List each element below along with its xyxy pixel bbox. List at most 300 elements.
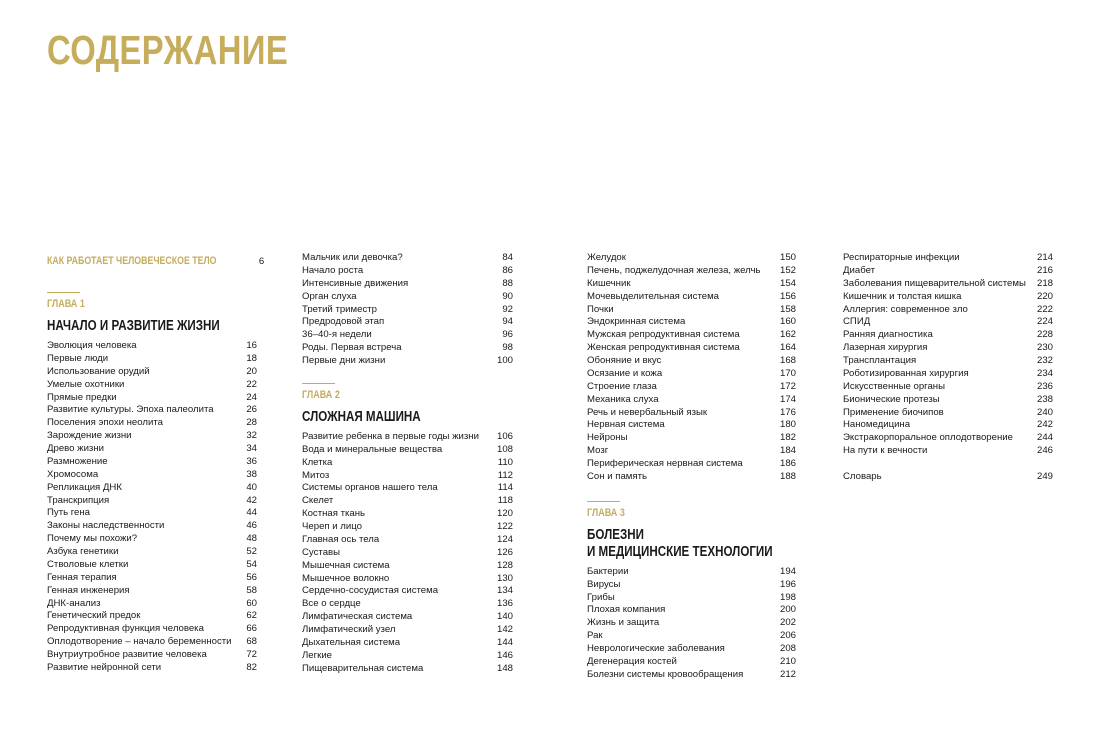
toc-entry-page: 156 bbox=[779, 290, 796, 302]
toc-entry-title: Генная терапия bbox=[47, 571, 117, 583]
toc-entry[interactable] bbox=[302, 482, 513, 495]
toc-entry[interactable] bbox=[302, 598, 513, 611]
toc-entry-page: 146 bbox=[496, 649, 513, 661]
chapter-3-divider bbox=[587, 501, 620, 502]
toc-entry-title: Сон и память bbox=[587, 470, 647, 482]
toc-entry[interactable] bbox=[302, 650, 513, 663]
toc-entry-page: 214 bbox=[1036, 252, 1053, 263]
toc-entry[interactable] bbox=[302, 560, 513, 573]
toc-entry-page: 108 bbox=[496, 443, 513, 455]
toc-entry-title: Генетический предок bbox=[47, 610, 141, 622]
toc-entry-title: Зарождение жизни bbox=[47, 430, 132, 442]
toc-entry-title: Внутриутробное развитие человека bbox=[47, 649, 207, 660]
toc-entry-page: 140 bbox=[496, 611, 513, 623]
toc-entry-page: 88 bbox=[502, 277, 513, 289]
toc-entry-page: 128 bbox=[496, 559, 513, 571]
toc-entry-title: Первые дни жизни bbox=[302, 355, 386, 366]
toc-entry-title: Третий триместр bbox=[302, 303, 377, 315]
toc-entry[interactable] bbox=[47, 443, 257, 456]
toc-entry-page: 82 bbox=[246, 661, 257, 673]
glossary-title: Словарь bbox=[843, 470, 882, 482]
toc-entry[interactable] bbox=[47, 585, 257, 598]
toc-entry-title: Дыхательная система bbox=[302, 636, 401, 648]
toc-entry-page: 66 bbox=[246, 623, 257, 635]
toc-entry-page: 26 bbox=[246, 404, 257, 416]
toc-entry-title: СПИД bbox=[843, 316, 871, 328]
toc-entry-page: 122 bbox=[496, 521, 513, 532]
toc-entry-title: Системы органов нашего тела bbox=[302, 482, 438, 494]
toc-entry-page: 160 bbox=[779, 316, 796, 328]
toc-entry[interactable] bbox=[302, 457, 513, 470]
toc-entry-title: Интенсивные движения bbox=[302, 277, 409, 289]
toc-entry[interactable] bbox=[302, 585, 513, 598]
toc-entry-page: 194 bbox=[779, 565, 796, 577]
toc-entry-title: Диабет bbox=[843, 264, 875, 276]
toc-entry[interactable] bbox=[302, 547, 513, 560]
toc-entry-page: 110 bbox=[497, 456, 513, 468]
toc-entry[interactable] bbox=[302, 573, 513, 586]
toc-entry-page: 134 bbox=[496, 585, 513, 597]
toc-entry-page: 154 bbox=[779, 277, 796, 289]
toc-entry-title: Стволовые клетки bbox=[47, 558, 129, 570]
toc-entry-page: 164 bbox=[779, 342, 796, 354]
toc-entry-page: 72 bbox=[246, 649, 257, 660]
toc-entry[interactable] bbox=[843, 329, 1053, 342]
toc-entry[interactable] bbox=[302, 431, 513, 444]
toc-entry-page: 94 bbox=[502, 316, 513, 328]
toc-entry[interactable] bbox=[843, 355, 1053, 368]
toc-entry-title: Лимфатическая система bbox=[302, 611, 413, 623]
toc-column-3 bbox=[587, 252, 796, 682]
toc-entry-page: 36 bbox=[246, 455, 257, 467]
toc-entry-title: Роды. Первая встреча bbox=[302, 342, 402, 354]
chapter-3-entries bbox=[587, 566, 796, 682]
toc-entry[interactable] bbox=[47, 392, 257, 405]
toc-entry-page: 40 bbox=[246, 481, 257, 493]
toc-entry[interactable] bbox=[47, 572, 257, 585]
toc-entry[interactable] bbox=[302, 470, 513, 483]
toc-entry[interactable] bbox=[843, 265, 1053, 278]
toc-entry-page: 246 bbox=[1036, 445, 1053, 457]
toc-entry-title: Грибы bbox=[587, 591, 615, 603]
toc-entry[interactable] bbox=[587, 471, 796, 484]
toc-entry-page: 96 bbox=[502, 329, 513, 341]
toc-entry-page: 168 bbox=[779, 355, 796, 366]
toc-entry-page: 208 bbox=[779, 643, 796, 654]
toc-entry-page: 142 bbox=[496, 624, 513, 635]
toc-entry-title: Прямые предки bbox=[47, 391, 117, 403]
toc-entry-page: 210 bbox=[779, 655, 796, 667]
toc-entry-title: Обоняние и вкус bbox=[587, 355, 662, 366]
toc-entry-page: 54 bbox=[246, 558, 257, 570]
toc-entry-title: На пути к вечности bbox=[843, 445, 928, 457]
toc-entry-page: 60 bbox=[246, 597, 257, 609]
toc-entry-page: 188 bbox=[779, 470, 796, 482]
toc-entry-title: Почему мы похожи? bbox=[47, 533, 138, 545]
glossary-entry[interactable] bbox=[843, 471, 1053, 484]
toc-entry-page: 56 bbox=[246, 571, 257, 583]
toc-entry[interactable] bbox=[302, 304, 513, 317]
toc-entry[interactable] bbox=[47, 610, 257, 623]
toc-entry[interactable] bbox=[843, 432, 1053, 445]
toc-entry-page: 32 bbox=[246, 430, 257, 442]
toc-entry-page: 202 bbox=[779, 617, 796, 629]
toc-entry[interactable] bbox=[587, 278, 796, 291]
toc-entry-title: Мочевыделительная система bbox=[587, 290, 720, 302]
toc-entry[interactable] bbox=[47, 366, 257, 379]
toc-entry-page: 196 bbox=[779, 578, 796, 590]
toc-entry-title: Наномедицина bbox=[843, 419, 911, 431]
toc-entry-page: 170 bbox=[779, 367, 796, 379]
toc-entry[interactable] bbox=[302, 534, 513, 547]
toc-entry-page: 28 bbox=[246, 417, 257, 429]
toc-entry-title: Строение глаза bbox=[587, 380, 657, 392]
toc-entry[interactable] bbox=[587, 566, 796, 579]
toc-entry[interactable] bbox=[47, 533, 257, 546]
toc-entry[interactable] bbox=[843, 394, 1053, 407]
chapter-3-title-line-2: И МЕДИЦИНСКИЕ ТЕХНОЛОГИИ bbox=[587, 543, 773, 560]
toc-entry-page: 244 bbox=[1036, 432, 1053, 444]
toc-entry-title: Умелые охотники bbox=[47, 378, 125, 390]
toc-entry-page: 22 bbox=[246, 378, 257, 390]
toc-entry-page: 44 bbox=[246, 507, 257, 519]
toc-entry[interactable] bbox=[47, 662, 257, 675]
toc-entry[interactable] bbox=[843, 291, 1053, 304]
toc-entry-title: Сердечно-сосудистая система bbox=[302, 585, 439, 597]
toc-entry-page: 234 bbox=[1036, 367, 1053, 379]
toc-entry-page: 52 bbox=[246, 546, 257, 557]
toc-entry[interactable] bbox=[302, 624, 513, 637]
toc-entry-title: Суставы bbox=[302, 546, 341, 558]
page-title: СОДЕРЖАНИЕ bbox=[47, 27, 289, 73]
toc-entry-page: 230 bbox=[1036, 342, 1053, 354]
toc-entry-title: Вирусы bbox=[587, 578, 621, 590]
toc-entry[interactable] bbox=[587, 617, 796, 630]
toc-entry-page: 68 bbox=[246, 636, 257, 648]
toc-entry-title: Аллергия: современное зло bbox=[843, 303, 968, 315]
toc-entry[interactable] bbox=[843, 304, 1053, 317]
toc-entry-page: 158 bbox=[779, 303, 796, 315]
toc-entry-title: Развитие культуры. Эпоха палеолита bbox=[47, 404, 214, 416]
toc-entry[interactable] bbox=[47, 598, 257, 611]
toc-entry[interactable] bbox=[587, 630, 796, 643]
toc-entry-title: Неврологические заболевания bbox=[587, 643, 725, 654]
toc-entry-page: 42 bbox=[246, 494, 257, 506]
toc-entry-title: Респираторные инфекции bbox=[843, 252, 960, 263]
toc-entry[interactable] bbox=[843, 342, 1053, 355]
toc-entry-page: 92 bbox=[502, 303, 513, 315]
toc-entry-title: Лимфатический узел bbox=[302, 624, 396, 635]
toc-entry-title: Скелет bbox=[302, 495, 334, 507]
toc-entry-title: Трансплантация bbox=[843, 355, 917, 366]
toc-entry[interactable] bbox=[587, 604, 796, 617]
toc-entry[interactable] bbox=[302, 265, 513, 278]
toc-entry-title: ДНК-анализ bbox=[47, 597, 101, 609]
toc-entry-page: 162 bbox=[779, 329, 796, 341]
intro-page: 6 bbox=[258, 256, 265, 267]
toc-entry[interactable] bbox=[843, 419, 1053, 432]
toc-entry-title: Лазерная хирургия bbox=[843, 342, 928, 354]
toc-entry-title: Законы наследственности bbox=[47, 520, 165, 532]
toc-entry[interactable] bbox=[302, 637, 513, 650]
toc-entry-title: Размножение bbox=[47, 455, 108, 467]
toc-column-4 bbox=[843, 252, 1053, 484]
toc-entry-page: 172 bbox=[779, 380, 796, 392]
toc-entry[interactable] bbox=[587, 381, 796, 394]
toc-entry-title: Первые люди bbox=[47, 352, 109, 364]
toc-entry-page: 34 bbox=[246, 443, 257, 454]
toc-entry-title: Репликация ДНК bbox=[47, 481, 122, 493]
column-2-entries bbox=[302, 252, 513, 368]
toc-entry[interactable] bbox=[587, 329, 796, 342]
toc-entry-title: Транскрипция bbox=[47, 494, 110, 506]
toc-entry[interactable] bbox=[587, 394, 796, 407]
toc-entry[interactable] bbox=[843, 278, 1053, 291]
toc-entry[interactable] bbox=[47, 417, 257, 430]
toc-entry[interactable] bbox=[302, 278, 513, 291]
toc-entry-page: 240 bbox=[1036, 406, 1053, 418]
toc-entry[interactable] bbox=[302, 508, 513, 521]
toc-entry-page: 238 bbox=[1036, 393, 1053, 405]
toc-entry[interactable] bbox=[587, 355, 796, 368]
intro-entry[interactable] bbox=[47, 255, 265, 268]
toc-entry-page: 232 bbox=[1036, 355, 1053, 366]
toc-entry-title: Мышечное волокно bbox=[302, 572, 390, 584]
toc-entry[interactable] bbox=[47, 649, 257, 662]
toc-entry[interactable] bbox=[587, 669, 796, 682]
toc-entry[interactable] bbox=[587, 458, 796, 471]
toc-entry[interactable] bbox=[47, 353, 257, 366]
toc-entry-page: 126 bbox=[496, 546, 513, 558]
toc-entry-title: Кишечник и толстая кишка bbox=[843, 290, 962, 302]
toc-entry-title: Женская репродуктивная система bbox=[587, 342, 740, 354]
toc-entry[interactable] bbox=[47, 482, 257, 495]
toc-entry-title: Заболевания пищеварительной системы bbox=[843, 277, 1026, 289]
toc-entry[interactable] bbox=[47, 404, 257, 417]
toc-entry[interactable] bbox=[47, 379, 257, 392]
toc-entry[interactable] bbox=[587, 643, 796, 656]
toc-entry[interactable] bbox=[302, 291, 513, 304]
toc-entry[interactable] bbox=[47, 507, 257, 520]
toc-entry[interactable] bbox=[587, 342, 796, 355]
toc-entry-page: 176 bbox=[779, 406, 796, 418]
chapter-2-title: СЛОЖНАЯ МАШИНА bbox=[302, 408, 421, 425]
toc-entry-title: 36–40-я недели bbox=[302, 329, 372, 341]
toc-entry[interactable] bbox=[302, 316, 513, 329]
toc-entry-page: 46 bbox=[246, 520, 257, 532]
toc-entry[interactable] bbox=[587, 252, 796, 265]
toc-entry[interactable] bbox=[302, 444, 513, 457]
toc-entry-title: Использование орудий bbox=[47, 365, 150, 377]
toc-entry[interactable] bbox=[302, 521, 513, 534]
toc-entry-page: 212 bbox=[779, 668, 796, 680]
toc-entry-title: Главная ось тела bbox=[302, 533, 380, 545]
toc-entry-title: Пищеварительная система bbox=[302, 662, 424, 674]
toc-entry-title: Осязание и кожа bbox=[587, 367, 663, 379]
toc-entry-title: Бионические протезы bbox=[843, 393, 940, 405]
toc-entry[interactable] bbox=[47, 520, 257, 533]
toc-entry[interactable] bbox=[587, 592, 796, 605]
toc-entry-title: Развитие нейронной сети bbox=[47, 661, 162, 673]
toc-entry-page: 224 bbox=[1036, 316, 1053, 328]
toc-entry[interactable] bbox=[843, 252, 1053, 265]
toc-entry-page: 18 bbox=[246, 352, 257, 364]
toc-entry[interactable] bbox=[47, 456, 257, 469]
chapter-1-title: НАЧАЛО И РАЗВИТИЕ ЖИЗНИ bbox=[47, 318, 220, 334]
toc-entry-page: 90 bbox=[502, 290, 513, 302]
toc-entry-title: Болезни системы кровообращения bbox=[587, 668, 744, 680]
toc-entry[interactable] bbox=[302, 663, 513, 676]
toc-entry-title: Желудок bbox=[587, 252, 626, 263]
toc-entry-page: 124 bbox=[496, 533, 513, 545]
toc-entry-title: Мужская репродуктивная система bbox=[587, 329, 740, 341]
toc-entry-title: Орган слуха bbox=[302, 290, 357, 302]
toc-entry-page: 86 bbox=[502, 264, 513, 276]
toc-entry-title: Генная инженерия bbox=[47, 584, 130, 596]
toc-entry-title: Путь гена bbox=[47, 507, 91, 519]
toc-entry-title: Репродуктивная функция человека bbox=[47, 623, 204, 635]
toc-entry-title: Митоз bbox=[302, 469, 330, 481]
toc-entry[interactable] bbox=[587, 432, 796, 445]
toc-entry-page: 222 bbox=[1036, 303, 1053, 315]
toc-entry[interactable] bbox=[587, 265, 796, 278]
toc-entry[interactable] bbox=[47, 623, 257, 636]
toc-entry-title: Искусственные органы bbox=[843, 380, 945, 392]
toc-entry-page: 152 bbox=[779, 264, 796, 276]
toc-entry-title: Ранняя диагностика bbox=[843, 329, 933, 341]
toc-entry-page: 20 bbox=[246, 365, 257, 377]
toc-entry-title: Эволюция человека bbox=[47, 340, 137, 351]
toc-entry-page: 120 bbox=[496, 508, 513, 520]
toc-entry-title: Рак bbox=[587, 630, 603, 642]
toc-entry[interactable] bbox=[587, 316, 796, 329]
toc-entry-title: Печень, поджелудочная железа, желчь bbox=[587, 264, 761, 276]
toc-entry-title: Поселения эпохи неолита bbox=[47, 417, 163, 429]
toc-entry[interactable] bbox=[47, 636, 257, 649]
toc-entry[interactable] bbox=[47, 495, 257, 508]
toc-entry-title: Нейроны bbox=[587, 432, 628, 444]
column-3-entries bbox=[587, 252, 796, 484]
toc-entry-page: 184 bbox=[779, 445, 796, 457]
toc-entry-title: Древо жизни bbox=[47, 443, 104, 454]
toc-entry-title: Речь и невербальный язык bbox=[587, 406, 708, 418]
toc-entry[interactable] bbox=[843, 445, 1053, 458]
toc-entry[interactable] bbox=[47, 546, 257, 559]
toc-entry-title: Предродовой этап bbox=[302, 316, 385, 328]
toc-entry[interactable] bbox=[302, 329, 513, 342]
toc-entry-page: 148 bbox=[496, 662, 513, 674]
toc-column-2 bbox=[302, 252, 513, 676]
toc-entry-page: 236 bbox=[1036, 380, 1053, 392]
toc-entry[interactable] bbox=[587, 291, 796, 304]
toc-entry-page: 38 bbox=[246, 468, 257, 480]
toc-entry[interactable] bbox=[843, 381, 1053, 394]
toc-entry-title: Мальчик или девочка? bbox=[302, 252, 403, 263]
toc-entry-title: Дегенерация костей bbox=[587, 655, 677, 667]
toc-entry-title: Применение биочипов bbox=[843, 406, 944, 418]
toc-entry[interactable] bbox=[302, 355, 513, 368]
toc-entry-title: Череп и лицо bbox=[302, 521, 362, 532]
chapter-1-label: ГЛАВА 1 bbox=[47, 298, 85, 310]
toc-entry-page: 198 bbox=[779, 591, 796, 603]
toc-entry-page: 16 bbox=[246, 340, 257, 351]
toc-entry[interactable] bbox=[843, 368, 1053, 381]
toc-entry[interactable] bbox=[587, 368, 796, 381]
toc-entry[interactable] bbox=[47, 340, 257, 353]
toc-entry-title: Нервная система bbox=[587, 419, 665, 431]
toc-entry[interactable] bbox=[843, 316, 1053, 329]
toc-entry-title: Механика слуха bbox=[587, 393, 659, 405]
toc-entry-page: 106 bbox=[496, 430, 513, 442]
toc-entry[interactable] bbox=[302, 252, 513, 265]
chapter-1-divider bbox=[47, 292, 80, 293]
toc-entry-page: 58 bbox=[246, 584, 257, 596]
toc-entry[interactable] bbox=[302, 342, 513, 355]
toc-entry-page: 100 bbox=[496, 355, 513, 366]
toc-entry[interactable] bbox=[302, 495, 513, 508]
toc-entry-title: Почки bbox=[587, 303, 614, 315]
toc-entry-title: Костная ткань bbox=[302, 508, 366, 520]
toc-entry-page: 24 bbox=[246, 391, 257, 403]
chapter-1-entries bbox=[47, 340, 257, 675]
toc-entry[interactable] bbox=[587, 656, 796, 669]
toc-entry-page: 114 bbox=[497, 482, 513, 494]
toc-entry-page: 180 bbox=[779, 419, 796, 431]
toc-entry-title: Развитие ребенка в первые годы жизни bbox=[302, 430, 479, 442]
toc-entry-page: 130 bbox=[496, 572, 513, 584]
toc-entry-page: 62 bbox=[246, 610, 257, 622]
toc-entry-title: Плохая компания bbox=[587, 604, 666, 616]
toc-entry-page: 216 bbox=[1036, 264, 1053, 276]
toc-entry-title: Азбука генетики bbox=[47, 546, 119, 557]
toc-entry-title: Периферическая нервная система bbox=[587, 458, 743, 469]
toc-entry[interactable] bbox=[587, 407, 796, 420]
toc-column-1 bbox=[47, 255, 265, 675]
toc-entry-page: 98 bbox=[502, 342, 513, 354]
toc-entry[interactable] bbox=[587, 304, 796, 317]
toc-entry-page: 206 bbox=[779, 630, 796, 642]
toc-entry-page: 150 bbox=[779, 252, 796, 263]
chapter-2-label: ГЛАВА 2 bbox=[302, 388, 340, 401]
toc-entry-page: 186 bbox=[779, 458, 796, 469]
toc-entry[interactable] bbox=[47, 559, 257, 572]
toc-entry[interactable] bbox=[587, 445, 796, 458]
toc-entry[interactable] bbox=[587, 579, 796, 592]
toc-entry-title: Клетка bbox=[302, 456, 333, 468]
toc-entry-title: Роботизированная хирургия bbox=[843, 367, 969, 379]
toc-entry-title: Жизнь и защита bbox=[587, 617, 660, 629]
toc-entry-page: 242 bbox=[1036, 419, 1053, 431]
toc-entry-title: Хромосома bbox=[47, 468, 99, 480]
toc-entry-title: Легкие bbox=[302, 649, 333, 661]
toc-entry[interactable] bbox=[587, 419, 796, 432]
toc-entry-page: 84 bbox=[502, 252, 513, 263]
toc-entry[interactable] bbox=[302, 611, 513, 624]
toc-entry-title: Оплодотворение – начало беременности bbox=[47, 636, 232, 648]
column-4-entries bbox=[843, 252, 1053, 458]
toc-entry-title: Бактерии bbox=[587, 565, 629, 577]
toc-entry-title: Вода и минеральные вещества bbox=[302, 443, 443, 455]
toc-entry[interactable] bbox=[47, 430, 257, 443]
chapter-3-title-line-1: БОЛЕЗНИ bbox=[587, 526, 644, 543]
toc-entry-title: Экстракорпоральное оплодотворение bbox=[843, 432, 1013, 444]
toc-entry[interactable] bbox=[47, 469, 257, 482]
toc-entry[interactable] bbox=[843, 407, 1053, 420]
toc-entry-title: Начало роста bbox=[302, 264, 364, 276]
toc-entry-page: 200 bbox=[779, 604, 796, 616]
toc-entry-page: 220 bbox=[1036, 290, 1053, 302]
toc-entry-page: 174 bbox=[779, 393, 796, 405]
